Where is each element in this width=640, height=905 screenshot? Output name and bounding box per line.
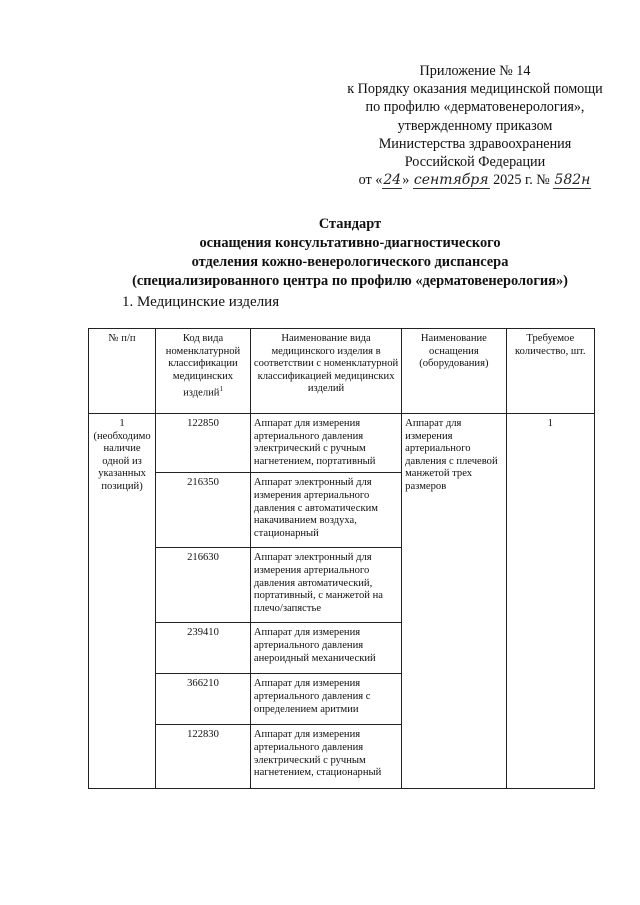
header-equipment: Наименование оснащения (оборудования) (402, 329, 506, 414)
row-device-name: Аппарат для измерения артериального давления электрический с ручным нагнетением, портативный (250, 414, 401, 473)
title-line: отделения кожно-венерологического диспансера (191, 254, 509, 270)
row-code: 122850 (156, 414, 251, 473)
header-code-text: Код вида номенклатурной классификации медицинских изделий (165, 333, 241, 399)
footnote-mark: 1 (219, 385, 223, 394)
date-mid: » (402, 172, 410, 189)
row-code: 122830 (156, 725, 251, 789)
header-number: № п/п (89, 329, 156, 414)
order-date-line (330, 171, 620, 189)
row-device-name: Аппарат для измерения артериального давления анероидный механический (250, 623, 401, 674)
date-prefix: от « (358, 172, 383, 189)
handwritten-order-number: 582н (554, 172, 591, 189)
group-quantity: 1 (506, 414, 594, 789)
table-header-row (89, 329, 595, 414)
handwritten-month: сентября (413, 172, 489, 189)
row-device-name: Аппарат электронный для измерения артериального давления с автоматическим накачиванием воздуха, стационарный (250, 473, 401, 548)
section-heading: 1. Медицинские изделия (122, 294, 280, 310)
appendix-line: по профилю «дерматовенерология», (365, 99, 585, 116)
row-device-name: Аппарат электронный для измерения артериального давления автоматический, портативный, с манжетой на плечо/запястье (250, 548, 401, 623)
row-code: 366210 (156, 674, 251, 725)
equipment-table (88, 328, 595, 789)
row-code: 216350 (156, 473, 251, 548)
appendix-block (330, 62, 620, 189)
table-row (89, 414, 595, 473)
handwritten-day: 24 (383, 172, 402, 189)
row-code: 239410 (156, 623, 251, 674)
title-line: Стандарт (318, 216, 382, 232)
row-device-name: Аппарат для измерения артериального давления с определением аритмии (250, 674, 401, 725)
appendix-line: к Порядку оказания медицинской помощи (347, 81, 603, 98)
appendix-number: Приложение № 14 (419, 63, 531, 79)
header-code (156, 329, 251, 414)
title-line: (специализированного центра по профилю «дерматовенерология») (132, 273, 568, 289)
title-line: оснащения консультативно-диагностического (199, 235, 501, 251)
header-quantity: Требуемое количество, шт. (506, 329, 594, 414)
row-code: 216630 (156, 548, 251, 623)
group-number: 1 (необходимо наличие одной из указанных позиций) (89, 414, 156, 789)
group-equipment: Аппарат для измерения артериального давления с плечевой манжетой трех размеров (402, 414, 506, 789)
row-device-name: Аппарат для измерения артериального давления электрический с ручным нагнетением, стационарный (250, 725, 401, 789)
date-year: 2025 г. № (493, 172, 550, 189)
appendix-line: Российской Федерации (404, 154, 546, 171)
appendix-line: Министерства здравоохранения (378, 135, 572, 152)
document-title (60, 215, 640, 291)
appendix-line: утвержденному приказом (397, 117, 553, 134)
header-device-name: Наименование вида медицинского изделия в соответствии с номенклатурной классификацией медицинских изделий (250, 329, 401, 414)
